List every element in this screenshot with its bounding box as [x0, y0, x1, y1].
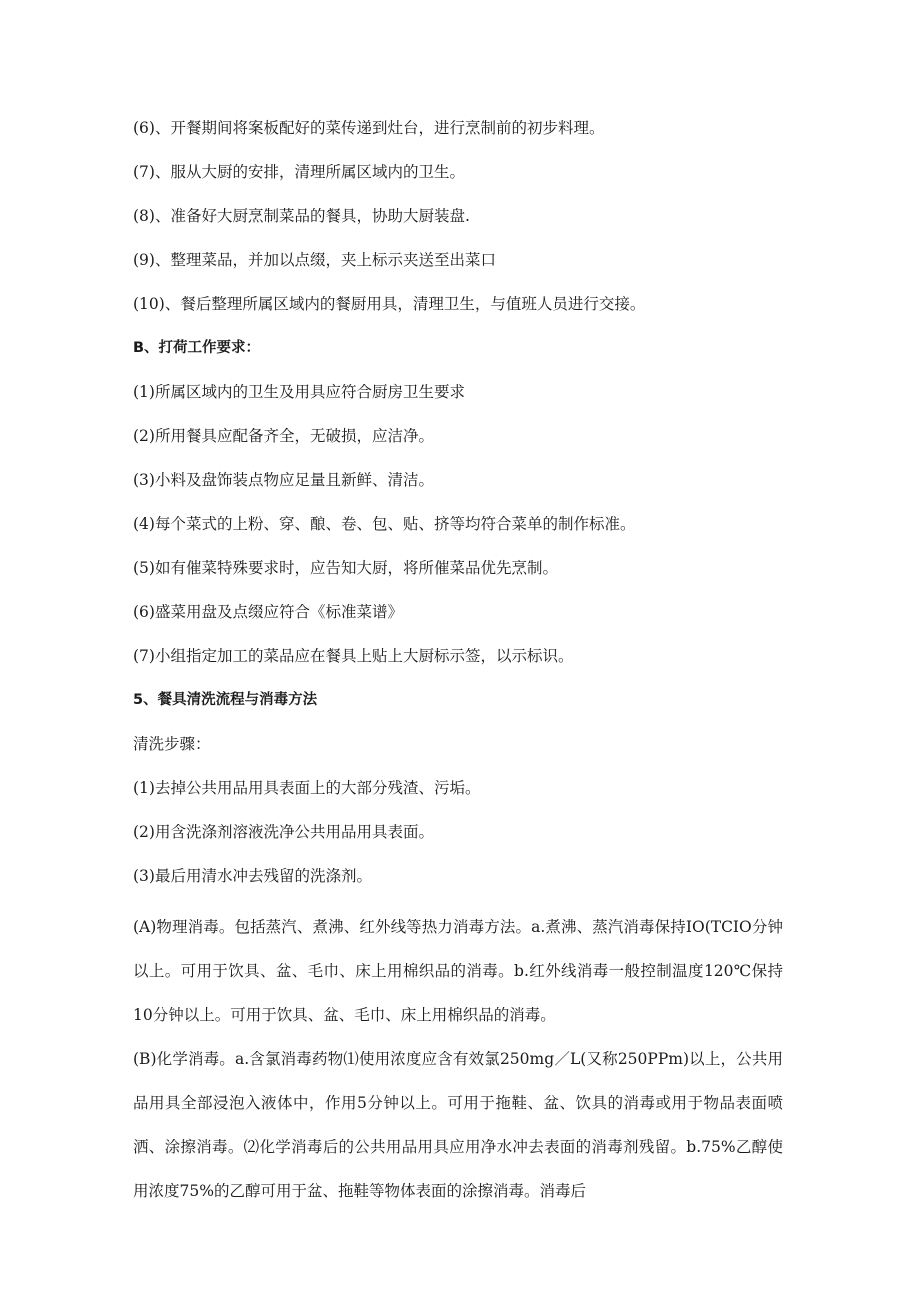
list-item: (6)盛菜用盘及点缀应符合《标准菜谱》: [133, 603, 403, 621]
list-item: (6)、开餐期间将案板配好的菜传递到灶台，进行烹制前的初步料理。: [133, 119, 605, 137]
steps-title: 清洗步骤：: [133, 735, 211, 753]
list-item: (2)所用餐具应配备齐全，无破损，应洁净。: [133, 427, 434, 445]
list-item: (4)每个菜式的上粉、穿、酿、卷、包、贴、挤等均符合菜单的制作标准。: [133, 515, 636, 533]
document-body: [133, 113, 783, 1213]
list-item: (8)、准备好大厨烹制菜品的餐具，协助大厨装盘.: [133, 207, 470, 225]
list-item: (3)小料及盘饰装点物应足量且新鲜、清洁。: [133, 471, 434, 489]
list-item: (3)最后用清水冲去残留的洗涤剂。: [133, 867, 372, 885]
list-item: (7)小组指定加工的菜品应在餐具上贴上大厨标示签，以示标识。: [133, 647, 574, 665]
section-heading-b: B、打荷工作要求：: [133, 340, 261, 356]
list-item: (10)、餐后整理所属区域内的餐厨用具，清理卫生，与值班人员进行交接。: [133, 295, 646, 313]
list-item: (7)、服从大厨的安排，清理所属区域内的卫生。: [133, 163, 465, 181]
list-item: (1)所属区域内的卫生及用具应符合厨房卫生要求: [133, 383, 465, 401]
section-heading-5: 5、餐具清洗流程与消毒方法: [133, 692, 318, 708]
physical-disinfection-paragraph: (A)物理消毒。包括蒸汽、煮沸、红外线等热力消毒方法。a.煮沸、蒸汽消毒保持IO(TCIO分钟以上。可用于饮具、盆、毛巾、床上用棉织品的消毒。b.红外线消毒一般控制温度120℃保持10分钟以上。可用于饮具、盆、毛巾、床上用棉织品的消毒。: [133, 918, 783, 1024]
list-item: (5)如有催菜特殊要求时，应告知大厨，将所催菜品优先烹制。: [133, 559, 558, 577]
list-item: (2)用含洗涤剂溶液洗净公共用品用具表面。: [133, 823, 434, 841]
list-item: (9)、整理菜品，并加以点缀，夹上标示夹送至出菜口: [133, 251, 496, 269]
chemical-disinfection-paragraph: (B)化学消毒。a.含氯消毒药物⑴使用浓度应含有效氯250mg／L(又称250PPm)以上，公共用品用具全部浸泡入液体中，作用5分钟以上。可用于拖鞋、盆、饮具的消毒或用于物品表面喷洒、涂擦消毒。⑵化学消毒后的公共用品用具应用净水冲去表面的消毒剂残留。b.75%乙醇使用浓度75%的乙醇可用于盆、拖鞋等物体表面的涂擦消毒。消毒后: [133, 1050, 783, 1200]
list-item: (1)去掉公共用品用具表面上的大部分残渣、污垢。: [133, 779, 481, 797]
